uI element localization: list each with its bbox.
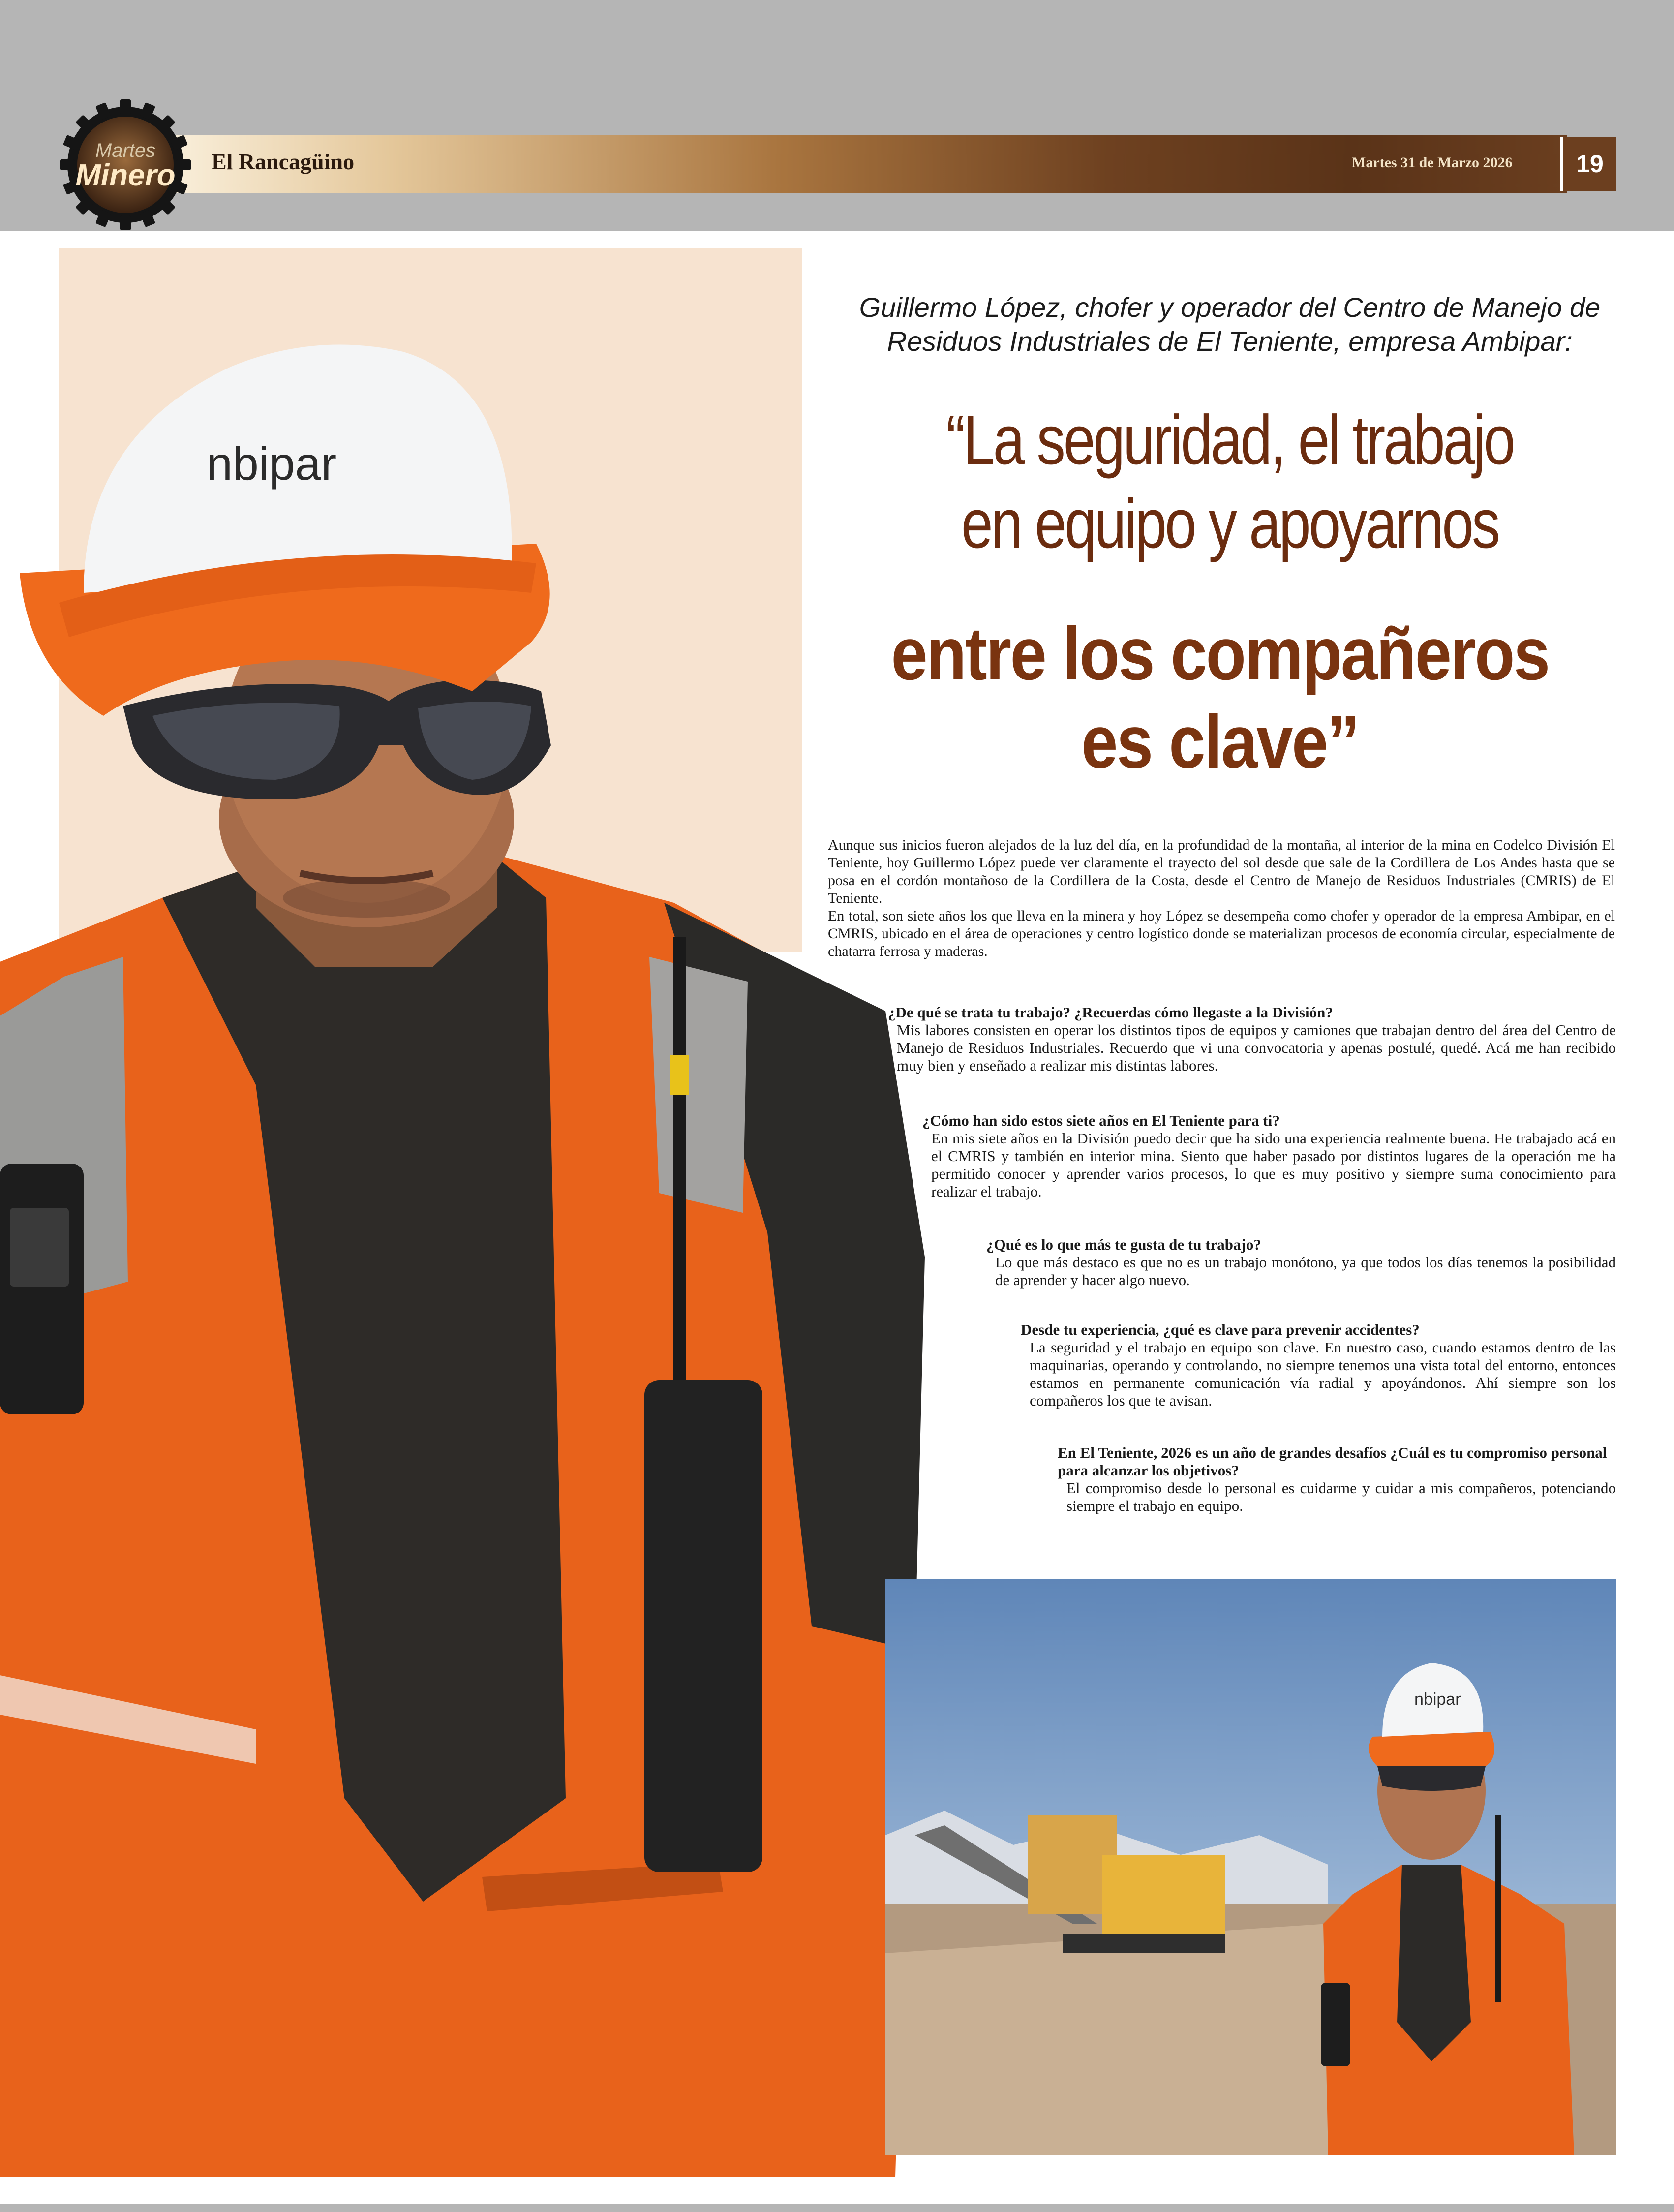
section-logo-label [59, 98, 192, 231]
headline-line-3: entre los compañeros [891, 612, 1549, 696]
issue-date: Martes 31 de Marzo 2026 [1352, 154, 1513, 171]
radio-antenna [673, 937, 686, 1405]
intro-paragraph-1: Aunque sus inicios fueron alejados de la luz del día, en la profundidad de la montaña, al interior de la mina en Codelco División El Teniente, hoy Guillermo López puede ver claramente el trayecto del sol desde que sale de la Cordillera de Los Andes hasta que se posa en el cordón montañoso de la Cordillera de la Costa, desde el Centro de Manejo de Residuos Industriales (CMRIS) de El Teniente. [828, 837, 1615, 906]
radio-screen [10, 1208, 69, 1287]
headline-line-1: “La seguridad, el trabajo [946, 401, 1514, 479]
qa-answer: En mis siete años en la División puedo decir que ha sido una experiencia realmente buena. He trabajado acá en el CMRIS y también en interior mina. Siento que haber pasado por distintos lugares de la operación me ha permitido conocer y aprender varios procesos, lo que es muy positivo y siempre suma conocimiento para realizar el trabajo. [931, 1130, 1616, 1200]
headline-light [907, 399, 1552, 566]
headline-bold [865, 610, 1575, 787]
dirt-road [885, 1924, 1377, 2155]
antenna-marker [670, 1055, 689, 1095]
paper-name: El Rancagüino [212, 149, 355, 174]
article-intro [828, 836, 1615, 960]
qa-question: ¿De qué se trata tu trabajo? ¿Recuerdas cómo llegaste a la División? [888, 1004, 1333, 1021]
worker-shirt [1397, 1865, 1471, 2061]
section-logo-small-text: Martes [95, 140, 156, 161]
qa-answer: El compromiso desde lo personal es cuidarme y cuidar a mis compañeros, potenciando siempre el trabajo en equipo. [1066, 1479, 1616, 1514]
qa-block-5 [1058, 1444, 1616, 1515]
qa-block-4 [1021, 1321, 1616, 1410]
qa-question: Desde tu experiencia, ¿qué es clave para prevenir accidentes? [1021, 1321, 1420, 1338]
section-logo-main-text: Minero [75, 158, 176, 192]
worker-hat-logo-text: nbipar [1414, 1690, 1461, 1709]
qa-block-2 [922, 1112, 1616, 1200]
headline-line-4: es clave” [1081, 700, 1359, 784]
article-kicker: Guillermo López, chofer y operador del Centro de Manejo de Residuos Industriales de El Teniente, empresa Ambipar: [859, 292, 1601, 357]
qa-answer: La seguridad y el trabajo en equipo son clave. En nuestro caso, cuando estamos dentro de las maquinarias, operando y controlando, no siempre tenemos una vista total del entorno, entonces estamos en permanente comunicación vía radial y apoyándonos. Ahí siempre son los compañeros los que te avisan. [1030, 1339, 1616, 1409]
qa-answer: Lo que más destaco es que no es un trabajo monótono, ya que todos los días tenemos la posibilidad de aprender y hacer algo nuevo. [995, 1254, 1616, 1289]
qa-question: ¿Cómo han sido estos siete años en El Teniente para ti? [922, 1112, 1280, 1129]
qa-question: En El Teniente, 2026 es un año de grandes desafíos ¿Cuál es tu compromiso personal para alcanzar los objetivos? [1058, 1444, 1607, 1479]
intro-paragraph-2: En total, son siete años los que lleva en la minera y hoy López se desempeña como chofer y operador de la empresa Ambipar, en el CMRIS, ubicado en el área de operaciones y centro logístico donde se materializan procesos de economía circular, especialmente de chatarra ferrosa y maderas. [828, 908, 1615, 959]
qa-block-1 [888, 1004, 1616, 1075]
worker-hood [1369, 1732, 1494, 1766]
page-number: 19 [1560, 137, 1616, 191]
section-logo [59, 98, 192, 231]
worker-radio-icon [1321, 1983, 1350, 2066]
machine-tracks [1063, 1934, 1225, 1953]
radio-left-icon [0, 1164, 84, 1414]
reflective-strip-right [649, 957, 748, 1213]
worker-antenna [1495, 1815, 1501, 2002]
qa-answer: Mis labores consisten en operar los distintos tipos de equipos y camiones que trabajan dentro del área del Centro de Manejo de Residuos Industriales. Recuerdo que vi una convocatoria y apenas postulé, quedé. Acá me han recibido muy bien y enseñado a realizar mis distintas labores. [897, 1021, 1616, 1074]
screening-machine-icon [1102, 1855, 1225, 1934]
qa-question: ¿Qué es lo que más te gusta de tu trabajo? [986, 1236, 1261, 1253]
work-site-photo [885, 1579, 1616, 2155]
hard-hat-logo-text: nbipar [207, 438, 337, 490]
qa-block-3 [986, 1236, 1616, 1289]
headline-line-2: en equipo y apoyarnos [961, 485, 1499, 563]
radio-right-icon [644, 1380, 762, 1872]
